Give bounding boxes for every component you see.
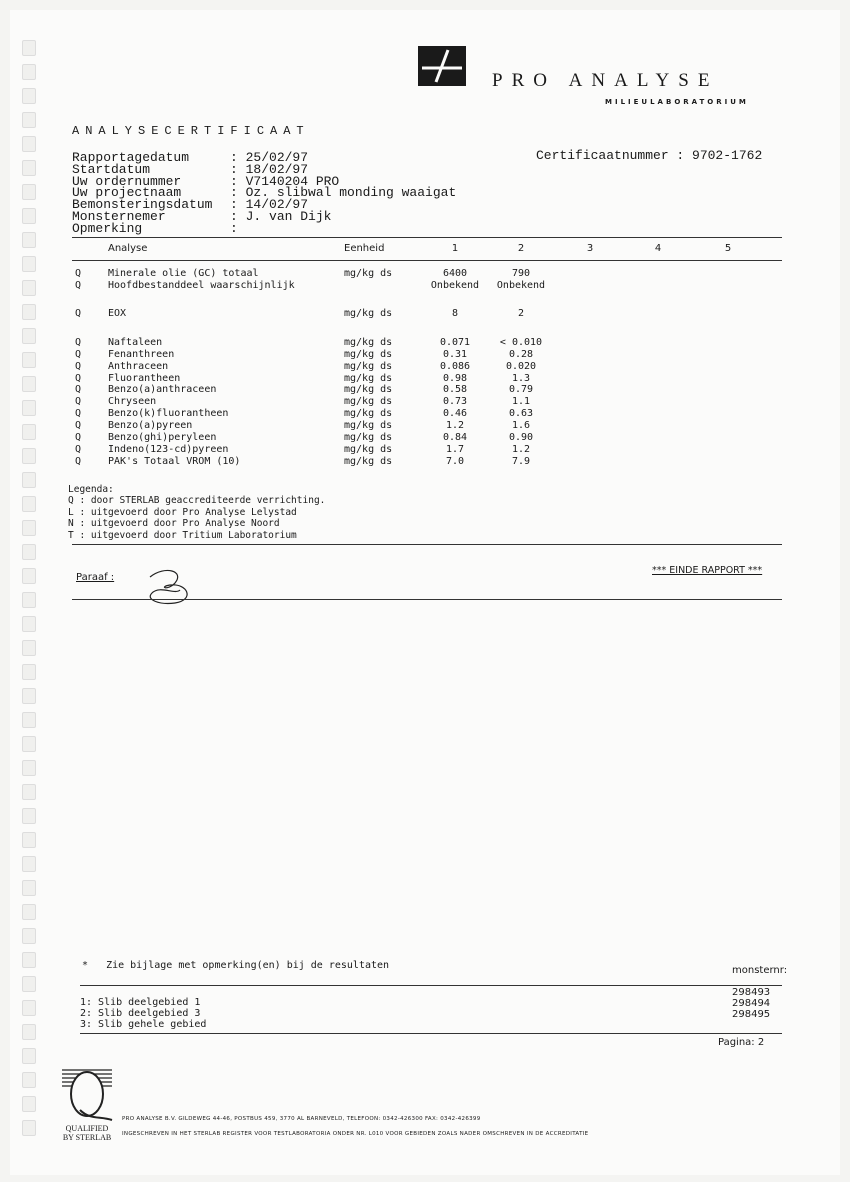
cell-v2: 1.1	[511, 396, 531, 408]
cell-q: Q	[75, 396, 82, 408]
cell-v1: Onbekend	[430, 280, 480, 291]
header-col-2: 2	[517, 243, 525, 254]
cell-eenheid: mg/kg ds	[344, 396, 393, 408]
cell-v2: 1.3	[511, 372, 531, 384]
cell-q: Q	[75, 455, 82, 467]
meta-label: Bemonsteringsdatum	[72, 197, 213, 213]
binder-hole	[22, 232, 36, 248]
meta-label: Opmerking	[72, 220, 143, 236]
binder-hole	[22, 784, 36, 800]
pro-analyse-logo-icon	[418, 46, 466, 86]
cell-v2: Onbekend	[496, 280, 546, 291]
sample-label: 2: Slib deelgebied 3	[80, 1008, 201, 1019]
binder-hole	[22, 424, 36, 440]
binder-hole	[22, 544, 36, 560]
binder-hole	[22, 256, 36, 272]
cell-eenheid: mg/kg ds	[344, 384, 393, 396]
sample-label: 1: Slib deelgebied 1	[80, 997, 201, 1008]
cell-q: Q	[75, 308, 82, 319]
meta-value: : 14/02/97	[230, 197, 309, 213]
cell-v2: 0.020	[505, 360, 537, 372]
cell-v2: 0.63	[508, 408, 534, 420]
binder-hole	[22, 328, 36, 344]
cell-q: Q	[75, 337, 82, 348]
binder-hole	[22, 928, 36, 944]
meta-value-text: 18/02/97	[245, 161, 309, 177]
cell-v2: 1.6	[511, 419, 531, 431]
legend-item: L : uitgevoerd door Pro Analyse Lelystad	[68, 506, 297, 518]
cell-analyse: Anthraceen	[108, 360, 169, 372]
binder-holes	[22, 40, 36, 1140]
binder-hole	[22, 280, 36, 296]
cell-eenheid: mg/kg ds	[344, 455, 393, 467]
binder-hole	[22, 1024, 36, 1040]
binder-hole	[22, 88, 36, 104]
cell-eenheid: mg/kg ds	[344, 337, 393, 348]
cell-q: Q	[75, 408, 82, 420]
cell-analyse: Benzo(ghi)peryleen	[108, 431, 217, 443]
binder-hole	[22, 520, 36, 536]
cell-v2: 0.90	[508, 431, 534, 443]
binder-hole	[22, 568, 36, 584]
header-col-4: 4	[654, 243, 662, 254]
cell-q: Q	[75, 360, 82, 372]
cell-v2: 7.9	[511, 455, 531, 467]
cell-v1: 0.086	[439, 360, 471, 372]
legend-title: Legenda:	[68, 484, 114, 495]
binder-hole	[22, 736, 36, 752]
cell-v2: 1.2	[511, 443, 531, 455]
binder-hole	[22, 448, 36, 464]
meta-value-text: 14/02/97	[245, 197, 309, 213]
binder-hole	[22, 184, 36, 200]
signature-icon	[140, 565, 200, 607]
header-analyse: Analyse	[108, 243, 148, 254]
cell-v1: 0.31	[442, 348, 468, 360]
cell-v2: 0.28	[508, 348, 534, 360]
cell-v2: 2	[517, 308, 525, 319]
note: * Zie bijlage met opmerking(en) bij de resultaten	[82, 960, 390, 971]
header-col-5: 5	[724, 243, 732, 254]
cell-eenheid: mg/kg ds	[344, 408, 393, 420]
binder-hole	[22, 160, 36, 176]
binder-hole	[22, 496, 36, 512]
cell-v2: < 0.010	[499, 337, 543, 348]
binder-hole	[22, 976, 36, 992]
binder-hole	[22, 640, 36, 656]
cell-v1: 1.2	[445, 419, 465, 431]
cell-q: Q	[75, 280, 82, 291]
cell-v1: 0.84	[442, 431, 468, 443]
monsternr-label: monsternr:	[732, 965, 788, 976]
meta-value: : Oz. slibwal monding waaigat	[230, 185, 457, 201]
cell-analyse: Benzo(k)fluorantheen	[108, 408, 229, 420]
binder-hole	[22, 352, 36, 368]
binder-hole	[22, 952, 36, 968]
binder-hole	[22, 808, 36, 824]
meta-value-text: 25/02/97	[245, 150, 309, 165]
cell-q: Q	[75, 268, 82, 279]
cell-analyse: Indeno(123-cd)pyreen	[108, 443, 229, 455]
binder-hole	[22, 880, 36, 896]
cell-q: Q	[75, 384, 82, 396]
legend-item: Q : door STERLAB geaccrediteerde verrichting.	[68, 495, 326, 506]
cell-eenheid: mg/kg ds	[344, 268, 393, 279]
meta-value: : J. van Dijk	[230, 209, 332, 224]
page-number: Pagina: 2	[718, 1037, 765, 1048]
binder-hole	[22, 376, 36, 392]
binder-hole	[22, 688, 36, 704]
binder-hole	[22, 208, 36, 224]
cell-v1: 0.73	[442, 396, 468, 408]
meta-label: Startdatum	[72, 161, 151, 177]
binder-hole	[22, 112, 36, 128]
meta-value-text: V7140204 PRO	[245, 173, 340, 189]
binder-hole	[22, 832, 36, 848]
binder-hole	[22, 1048, 36, 1064]
binder-hole	[22, 400, 36, 416]
cell-analyse: Fluorantheen	[108, 372, 181, 384]
cell-v1: 6400	[442, 268, 468, 279]
sample-number: 298493	[732, 987, 771, 998]
footer-registration: INGESCHREVEN IN HET STERLAB REGISTER VOOR TESTLABORATORIA ONDER NR. L010 VOOR GEBIEDEN ZOALS NADER OMSCHREVEN IN DE ACCREDITATIE	[122, 1131, 589, 1137]
certificate-number: Certificaatnummer : 9702-1762	[536, 148, 763, 163]
qualified-by-sterlab	[60, 1124, 114, 1142]
cell-eenheid: mg/kg ds	[344, 431, 393, 443]
meta-value-text: Oz. slibwal monding waaigat	[245, 185, 457, 201]
sterlab-q-logo-icon	[60, 1066, 114, 1122]
cell-eenheid: mg/kg ds	[344, 348, 393, 360]
meta-value: : 18/02/97	[230, 161, 309, 177]
binder-hole	[22, 136, 36, 152]
sample-number: 298494	[732, 998, 771, 1009]
binder-hole	[22, 592, 36, 608]
cell-analyse: Naftaleen	[108, 337, 163, 348]
certificate-label: Certificaatnummer	[536, 148, 669, 163]
cell-v1: 1.7	[445, 443, 465, 455]
binder-hole	[22, 904, 36, 920]
legend-item: T : uitgevoerd door Tritium Laboratorium	[68, 529, 297, 541]
binder-hole	[22, 760, 36, 776]
sample-label: 3: Slib gehele gebied	[80, 1019, 207, 1030]
footer-address: PRO ANALYSE B.V. GILDEWEG 44-46, POSTBUS 459, 3770 AL BARNEVELD, TELEFOON: 0342-426300 FAX: 0342-426399	[122, 1116, 481, 1122]
cell-analyse: Minerale olie (GC) totaal	[108, 268, 259, 279]
binder-hole	[22, 472, 36, 488]
binder-hole	[22, 712, 36, 728]
meta-value: :	[230, 220, 246, 236]
meta-label: Monsternemer	[72, 209, 166, 224]
cell-analyse: Hoofdbestanddeel waarschijnlijk	[108, 280, 295, 291]
cell-q: Q	[75, 419, 82, 431]
binder-hole	[22, 304, 36, 320]
cell-v1: 0.98	[442, 372, 468, 384]
meta-value: : V7140204 PRO	[230, 173, 340, 189]
binder-hole	[22, 664, 36, 680]
cell-eenheid: mg/kg ds	[344, 372, 393, 384]
cell-v2: 0.79	[508, 384, 534, 396]
cell-analyse: Fenanthreen	[108, 348, 175, 360]
cell-v1: 0.46	[442, 408, 468, 420]
meta-value: : 25/02/97	[230, 150, 309, 165]
cell-eenheid: mg/kg ds	[344, 419, 393, 431]
sample-number: 298495	[732, 1009, 771, 1020]
cell-analyse: PAK's Totaal VROM (10)	[108, 455, 241, 467]
cell-v1: 0.58	[442, 384, 468, 396]
binder-hole	[22, 856, 36, 872]
cell-eenheid: mg/kg ds	[344, 308, 393, 319]
binder-hole	[22, 616, 36, 632]
binder-hole	[22, 1072, 36, 1088]
cell-analyse: Benzo(a)pyreen	[108, 419, 193, 431]
meta-label: Uw projectnaam	[72, 185, 182, 201]
brand-name: PRO ANALYSE	[492, 70, 719, 91]
meta-label: Rapportagedatum	[72, 150, 190, 165]
cell-v2: 790	[511, 268, 531, 279]
binder-hole	[22, 1120, 36, 1136]
binder-hole	[22, 1000, 36, 1016]
binder-hole	[22, 64, 36, 80]
qualified-line2: BY STERLAB	[62, 1133, 112, 1142]
cell-eenheid: mg/kg ds	[344, 360, 393, 372]
cell-eenheid: mg/kg ds	[344, 443, 393, 455]
meta-value-text: J. van Dijk	[245, 209, 332, 224]
qualified-line1: QUALIFIED	[65, 1124, 109, 1133]
cell-q: Q	[75, 348, 82, 360]
cell-v1: 8	[451, 308, 459, 319]
cell-q: Q	[75, 431, 82, 443]
cell-v1: 7.0	[445, 455, 465, 467]
header-col-3: 3	[586, 243, 594, 254]
brand-subtitle: MILIEULABORATORIUM	[605, 98, 749, 106]
paraaf-label: Paraaf :	[76, 572, 115, 583]
cell-analyse: Benzo(a)anthraceen	[108, 384, 217, 396]
certificate-value: 9702-1762	[692, 148, 763, 163]
header-col-1: 1	[451, 243, 459, 254]
cell-analyse: EOX	[108, 308, 127, 319]
binder-hole	[22, 40, 36, 56]
legend-item: N : uitgevoerd door Pro Analyse Noord	[68, 518, 280, 529]
document-title: ANALYSECERTIFICAAT	[72, 124, 310, 138]
cell-q: Q	[75, 443, 82, 455]
end-of-report: *** EINDE RAPPORT ***	[652, 565, 763, 576]
cell-analyse: Chryseen	[108, 396, 157, 408]
binder-hole	[22, 1096, 36, 1112]
meta-label: Uw ordernummer	[72, 173, 182, 189]
header-eenheid: Eenheid	[344, 243, 385, 254]
cell-q: Q	[75, 372, 82, 384]
cell-v1: 0.071	[439, 337, 471, 348]
